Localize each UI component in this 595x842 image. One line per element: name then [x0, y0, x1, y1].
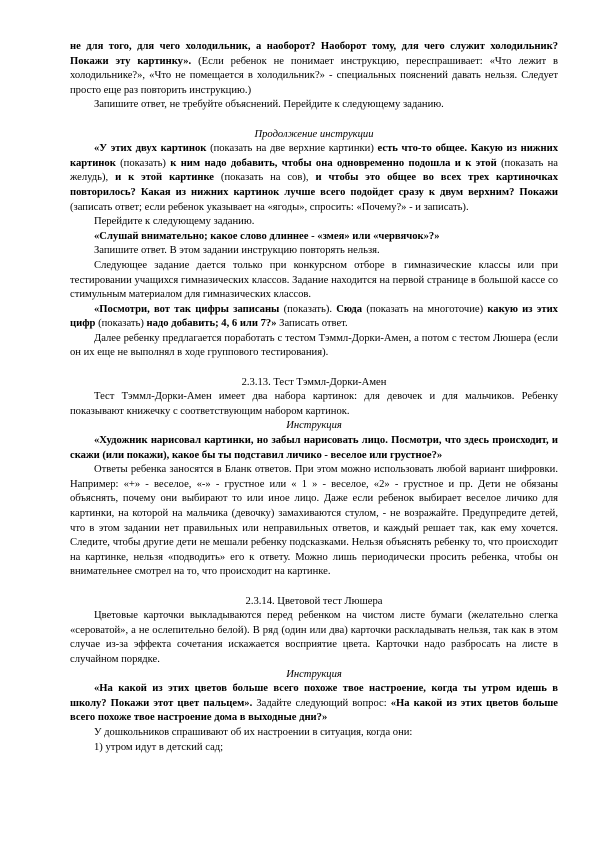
- paragraph: Ответы ребенка заносятся в Бланк ответов. При этом можно использовать любой вариант шифровки. Например: «+» - веселое, «-» - грустное или « 1 » - веселое, «2» - грустное и пр. Дети не обязаны объяснять, почему они выбирают то или иное лицо. Даже если ребенок выбирает веселое личико для картинки, на которой на мальчика (девочку) замахиваются стулом, - не возражайте. Предупредите детей, что в этом задании нет правильных или неправильных ответов, и каждый решает так, как ему хочется. Следите, чтобы другие дети не мешали ребенку подсказками. Нельзя объяснять ребенку то, что происходит на картинке, нельзя «подводить» его к ответу. Можно лишь периодически просить ребенка, чтобы он внимательнее смотрел на то, что происходит на картинке.: [70, 464, 558, 578]
- paragraph-text: (показать): [115, 157, 171, 169]
- paragraph: [70, 230, 558, 245]
- instruction-bold-text: «Художник нарисовал картинки, но забыл нарисовать лицо. Посмотри, что здесь происходит, и скажи (или покажи), какое бы ты подставил личико - веселое или грустное?»: [70, 435, 558, 461]
- section-heading: 2.3.13. Тест Тэммл-Дорки-Амен: [241, 376, 387, 388]
- section-subheading: Инструкция: [286, 668, 342, 680]
- section-subheading: Инструкция: [286, 420, 342, 432]
- list-item: 1) утром идут в детский сад;: [94, 741, 224, 753]
- section-heading: 2.3.14. Цветовой тест Люшера: [245, 595, 383, 607]
- instruction-bold-text: «На какой из этих цветов больше всего похоже твое настроение, когда ты утром идешь в школу? Покажи этот цвет пальцем».: [70, 683, 558, 709]
- paragraph-text: Записать ответ.: [276, 318, 348, 330]
- paragraph-text: (показать на сов),: [214, 172, 316, 184]
- instruction-bold-text: есть что-то общее. Какую из нижних картинок: [70, 143, 558, 169]
- paragraph-text: (показать на желудь),: [70, 157, 558, 184]
- paragraph-text: Задайте следующий вопрос:: [252, 697, 391, 709]
- paragraph: Цветовые карточки выкладываются перед ребенком на чистом листе бумаги (желательно слегка «сероватой», а не ослепительно белой). В ряд (один или два) карточки раскладывать нельзя, так как в этом случае из-за эффекта сочетания искажается восприятие цвета. Карточки надо разбросать на листе в случайном порядке.: [70, 610, 558, 665]
- paragraph-text: (показать на многоточие): [362, 303, 488, 315]
- paragraph-text: (показать на две верхние картинки): [206, 143, 378, 155]
- instruction-bold-text: надо добавить; 4, 6 или 7?»: [146, 318, 277, 330]
- paragraph: Запишите ответ. В этом задании инструкцию повторять нельзя.: [94, 245, 380, 257]
- instruction-bold-text: и чтобы это общее во всех трех картиночках повторилось? Какая из нижних картинок лучше всего подойдет сразу к двум верхним? Покажи: [70, 172, 558, 198]
- paragraph-text: (показать).: [279, 303, 337, 315]
- instruction-bold-text: не для того, для чего холодильник, а наоборот? Наоборот тому, для чего служит холодильник? Покажи эту картинку».: [70, 41, 558, 67]
- paragraph: Далее ребенку предлагается поработать с тестом Тэммл-Дорки-Амен, а потом с тестом Люшера (если он их еще не выполнял в ходе группового тестирования).: [70, 332, 558, 359]
- instruction-bold-text: «У этих двух картинок: [94, 143, 207, 155]
- paragraph: Запишите ответ, не требуйте объяснений. Перейдите к следующему заданию.: [94, 99, 444, 111]
- paragraph-text: (Если ребенок не понимает инструкцию, переспрашивает: «Что лежит в холодильнике?», «Что не помещается в холодильник?» - специальных пояснений давать нельзя. Следует просто еще раз повторить инструкцию.): [70, 55, 558, 96]
- document-page: [70, 40, 558, 755]
- paragraph: [70, 142, 558, 215]
- paragraph: [70, 682, 558, 726]
- instruction-bold-text: Сюда: [336, 303, 363, 315]
- paragraph: Тест Тэммл-Дорки-Амен имеет два набора картинок: для девочек и для мальчиков. Ребенку показывают книжечку с соответствующим набором картинок.: [70, 391, 558, 417]
- paragraph: У дошкольников спрашивают об их настроении в ситуация, когда они:: [94, 726, 413, 738]
- paragraph: [70, 434, 558, 463]
- section-subheading: Продолжение инструкции: [254, 128, 374, 140]
- instruction-bold-text: «Слушай внимательно; какое слово длиннее - «змея» или «червячок»?»: [94, 230, 440, 242]
- paragraph: [70, 40, 558, 98]
- instruction-bold-text: и к этой картинке: [115, 172, 215, 184]
- paragraph-text: (показать): [95, 318, 147, 330]
- paragraph-text: (записать ответ; если ребенок указывает на «ягоды», спросить: «Почему?» - и записать).: [70, 201, 469, 213]
- paragraph: Перейдите к следующему заданию.: [94, 216, 255, 228]
- paragraph: Следующее задание дается только при конкурсном отборе в гимназические классы или при тестировании учащихся гимназических классов. Задание находится на первой странице в большой кассе со стимульным материалом для гимназических классов.: [70, 259, 558, 301]
- instruction-bold-text: какую из этих цифр: [70, 303, 558, 330]
- instruction-bold-text: «Посмотри, вот так цифры записаны: [94, 303, 280, 315]
- instruction-bold-text: к ним надо добавить, чтобы она одновременно подошла и к этой: [170, 157, 497, 169]
- paragraph: [70, 303, 558, 332]
- instruction-bold-text: «На какой из этих цветов больше всего похоже твое настроение дома в выходные дни?»: [70, 697, 559, 724]
